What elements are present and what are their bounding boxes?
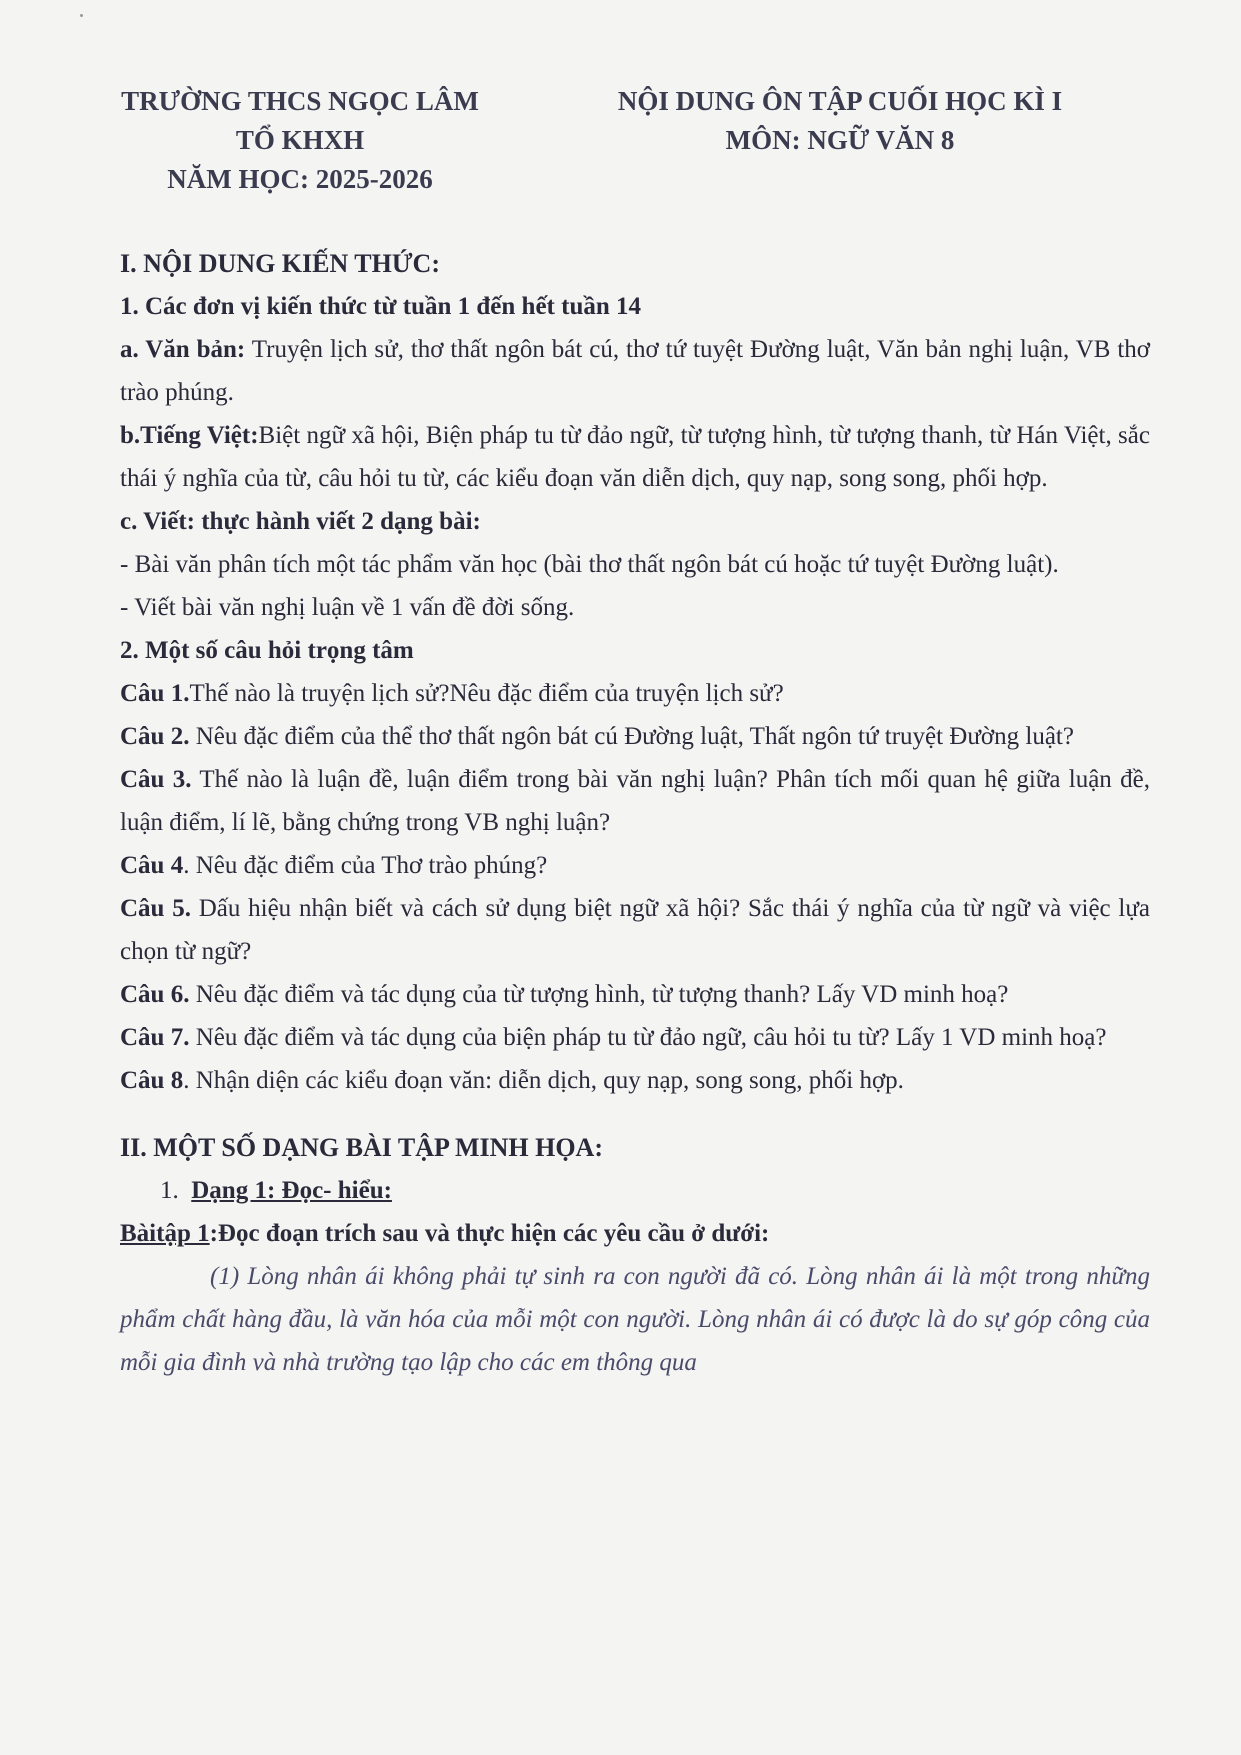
reading-passage: (1) Lòng nhân ái không phải tự sinh ra con người đã có. Lòng nhân ái là một trong những phẩm chất hàng đầu, là văn hóa của mỗi một con người. Lòng nhân ái có được là do sự góp công của mỗi gia đình và nhà trường tạo lập cho các em thông qua [120,1263,1150,1376]
section1-sub2: 2. Một số câu hỏi trọng tâm [120,637,414,664]
question-5-label: Câu 5. [120,895,191,922]
item-a-text: Truyện lịch sử, thơ thất ngôn bát cú, thơ tứ tuyệt Đường luật, Văn bản nghị luận, VB thơ trào phúng. [120,336,1151,406]
question-2-text: Nêu đặc điểm của thể thơ thất ngôn bát cú Đường luật, Thất ngôn tứ truyệt Đường luật? [189,723,1074,750]
question-1-label: Câu 1. [120,680,190,707]
question-8 [120,1059,1150,1102]
question-6-label: Câu 6. [120,981,190,1008]
question-7-label: Câu 7. [120,1024,190,1051]
section2-heading: II. MỘT SỐ DẠNG BÀI TẬP MINH HỌA: [120,1133,603,1162]
question-4-label: Câu 4 [120,852,184,879]
question-4-text: . Nêu đặc điểm của Thơ trào phúng? [183,852,548,879]
document-body [120,242,1150,1384]
header-left [100,82,500,199]
question-4 [120,844,1150,887]
question-1 [120,672,1150,715]
question-5 [120,887,1150,973]
question-5-text: Dấu hiệu nhận biết và cách sử dụng biệt ngữ xã hội? Sắc thái ý nghĩa của từ ngữ và việc lựa chọn từ ngữ? [120,895,1150,965]
subject: MÔN: NGỮ VĂN 8 [725,125,955,155]
item-c-label: c. Viết: thực hành viết 2 dạng bài: [120,508,481,535]
item-b-label: b.Tiếng Việt: [120,422,259,449]
exercise-1 [120,1212,1150,1255]
question-8-text: . Nhận diện các kiểu đoạn văn: diễn dịch, quy nạp, song song, phối hợp. [183,1067,904,1094]
question-6 [120,973,1150,1016]
item-b-text: Biệt ngữ xã hội, Biện pháp tu từ đảo ngữ, từ tượng hình, từ tượng thanh, từ Hán Việt, sắc thái ý nghĩa của từ, câu hỏi tu từ, các kiểu đoạn văn diễn dịch, quy nạp, song song, phối hợp. [120,422,1150,492]
question-3-text: Thế nào là luận đề, luận điểm trong bài văn nghị luận? Phân tích mối quan hệ giữa luận đề, luận điểm, lí lẽ, bằng chứng trong VB nghị luận? [120,766,1150,836]
exercise-1-label: Bàitập 1 [120,1220,210,1247]
question-7 [120,1016,1150,1059]
item-b [120,414,1150,500]
section2-item-label: Dạng 1: Đọc- hiểu: [191,1177,392,1204]
question-2 [120,715,1150,758]
document-title: NỘI DUNG ÔN TẬP CUỐI HỌC KÌ I [617,86,1063,116]
item-a [120,328,1150,414]
item-c-2: - Viết bài văn nghị luận về 1 vấn đề đời sống. [120,594,575,621]
scan-speck [80,14,83,17]
item-c-1: - Bài văn phân tích một tác phẩm văn học (bài thơ thất ngôn bát cú hoặc tứ tuyệt Đường luật). [120,551,1059,578]
section-gap [120,1102,1150,1126]
question-3 [120,758,1150,844]
item-a-label: a. Văn bản: [120,336,246,363]
section2-item-1 [120,1169,1150,1212]
header-right [590,82,1090,160]
section2-item-number: 1. [160,1177,179,1204]
question-6-text: Nêu đặc điểm và tác dụng của từ tượng hình, từ tượng thanh? Lấy VD minh hoạ? [189,981,1009,1008]
department: TỔ KHXH [235,125,365,155]
question-7-text: Nêu đặc điểm và tác dụng của biện pháp tu từ đảo ngữ, câu hỏi tu từ? Lấy 1 VD minh hoạ? [189,1024,1107,1051]
exercise-1-text: :Đọc đoạn trích sau và thực hiện các yêu cầu ở dưới: [209,1220,770,1247]
section1-heading: I. NỘI DUNG KIẾN THỨC: [120,249,440,278]
question-2-label: Câu 2. [120,723,190,750]
question-1-text: Thế nào là truyện lịch sử?Nêu đặc điểm của truyện lịch sử? [189,680,784,707]
school-name: TRƯỜNG THCS NGỌC LÂM [121,86,479,116]
school-year: NĂM HỌC: 2025-2026 [167,164,433,194]
question-8-label: Câu 8 [120,1067,184,1094]
question-3-label: Câu 3. [120,766,192,793]
section1-sub1: 1. Các đơn vị kiến thức từ tuần 1 đến hết tuần 14 [120,293,641,320]
